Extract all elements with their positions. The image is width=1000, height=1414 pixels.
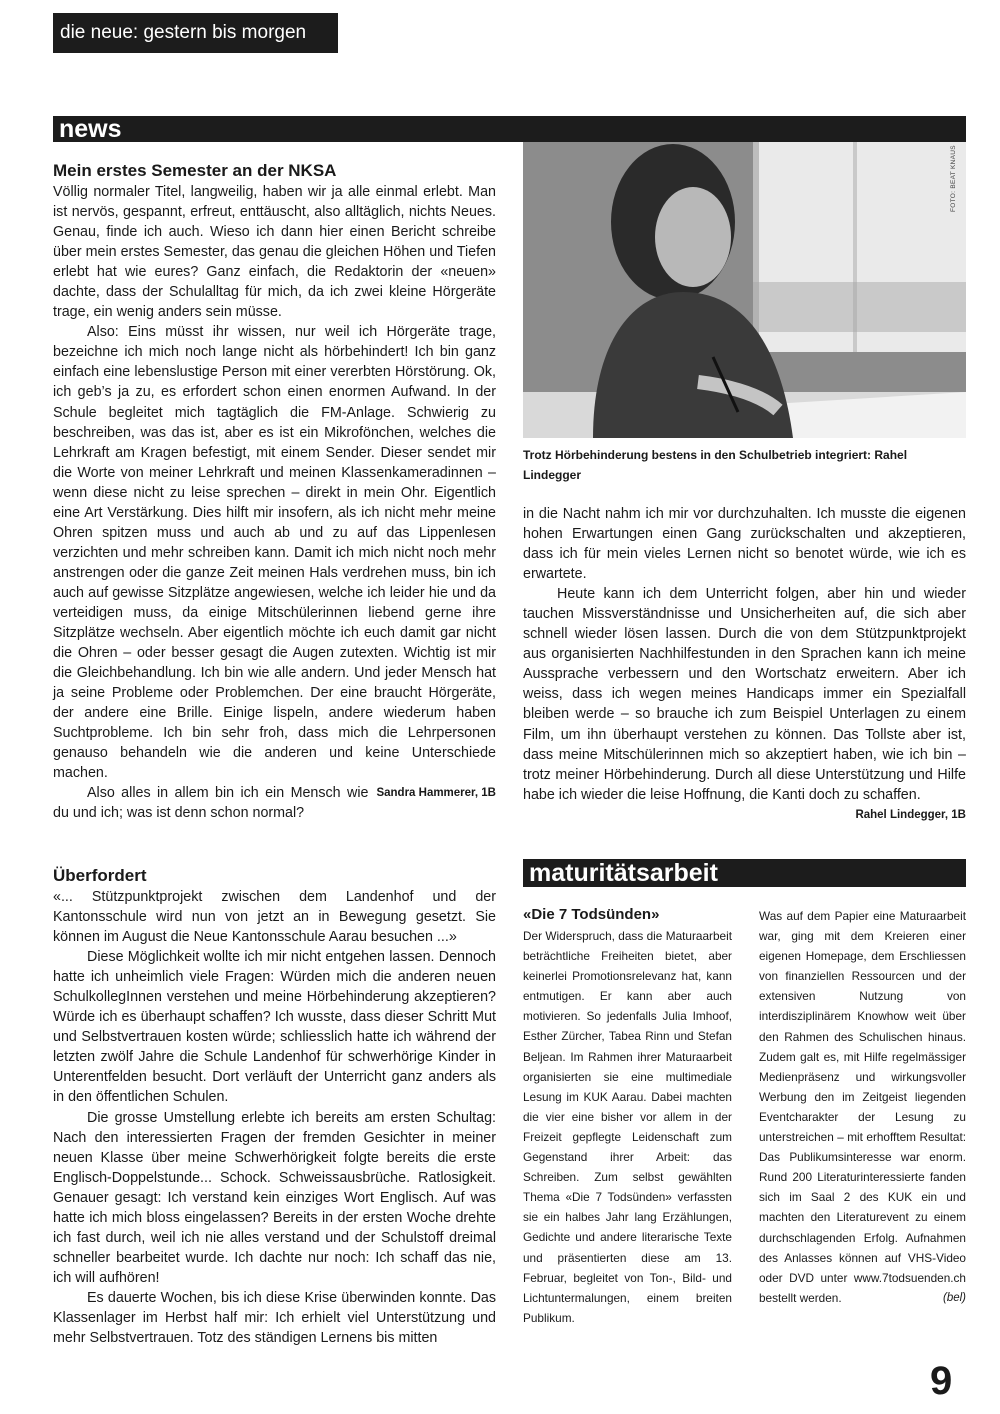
- article-title: «Die 7 Todsünden»: [523, 906, 660, 923]
- paragraph: Es dauerte Wochen, bis ich diese Krise überwinden konnte. Das Klassenlager im Herbst half mir: Ich erhielt viel Unterstützung und mehr Selbstvertrauen. Totz des ständigen Lernens bis mitten: [53, 1289, 496, 1347]
- paragraph-text: Heute kann ich dem Unterricht folgen, aber hin und wieder tauchen Missverständnisse und Unsicherheiten auf, die sich aber schnell wieder lösen lassen. Durch die von dem Stützpunktprojekt aus organisierten Nachhilfestunden in den Sprachen kann ich meine Aussprache verbessern und den Wortschatz erweitern. Aber ich weiss, dass ich wegen meines Handicaps immer ein Spezialfall bleiben werde – so brauche ich zum Beispiel Unterlagen zu einem Film, um ihn überhaupt verstehen zu können. Das Tollste aber ist, dass meine Mitschülerinnen mich so akzeptiert haben, wie ich bin – trotz meiner Hörbehinderung. Durch all diese Unterstützung und Hilfe habe ich wieder die leise Hoffnung, die Kanti doch zu schaffen.: [523, 586, 966, 803]
- paragraph: Der Widerspruch, dass die Maturaarbeit beträchtliche Freiheiten bietet, aber keinerlei Promotionsrelevanz hat, kann entmutigen. Er kann aber auch motivieren. So jedenfalls Julia Imhoof, Esther Zürcher, Tabea Rinn und Stefan Beljean. Im Rahmen ihrer Maturaarbeit organisierten sie eine multimediale Lesung im KUK Aarau. Dabei machten die vier eine bisher vor allem in der Freizeit gepflegte Leidenschaft zum Gegenstand ihrer Arbeit: das Schreiben. Zum selbst gewählten Thema «Die 7 Todsünden» verfassten sie ein halbes Jahr lang Erzählungen, Gedichte und andere literarische Texte und präsentierten diese am 13. Februar, begleitet von Ton-, Bild- und Lichtuntermalungen, einem breiten Publikum.: [523, 929, 732, 1325]
- photo-caption: Trotz Hörbehinderung bestens in den Schulbetrieb integriert: Rahel Lindegger: [523, 448, 908, 482]
- author-signature: Rahel Lindegger, 1B: [855, 808, 966, 821]
- photo-illustration: [523, 142, 966, 438]
- article-semester: [53, 160, 496, 824]
- news-section-bar: news: [53, 116, 966, 142]
- page-number: 9: [930, 1359, 953, 1403]
- section-tag: die neue: gestern bis morgen: [53, 13, 338, 53]
- paragraph-text: Also alles in allem bin ich ein Mensch wie du und ich; was ist denn schon normal?: [53, 785, 369, 822]
- paragraph: Diese Möglichkeit wollte ich mir nicht entgehen lassen. Dennoch hatte ich unheimlich viele Fragen: Würden mich die anderen neuen SchulkollegInnen verstehen und meine Hörbehinderung akzeptieren? Würde ich es überhaupt schaffen? Ich wusste, dass dieser Schritt Mut und Selbstvertrauen kosten würde; schliesslich hatte ich während der letzten zwölf Jahre die Schule Landenhof für schwerhörige Kinder in Unterentfelden besucht. Dort verläuft der Unterricht ganz anders als in den öffentlichen Schulen.: [53, 949, 496, 1106]
- article-ueberfordert-continued: [523, 504, 966, 825]
- paragraph: Die grosse Umstellung erlebte ich bereits am ersten Schultag: Nach den interessierten Fragen der fremden Gesichter in meiner neuen Klasse über meine Schwerhörigkeit folgte bereits die erste Englisch-Doppelstunde... Schock. Schweissausbrüche. Ratlosigkeit. Genauer gesagt: Ich verstand kein einziges Wort Englisch. Auf was hatte ich mich bloss eingelassen? Bereits in der ersten Woche drehte ich fast durch, weil ich nie alles verstand und der Schulstoff dreimal schneller bearbeitet wurde. Ich dachte nur noch: Ich schaff das nie, ich will aufhören!: [53, 1109, 496, 1286]
- article-todsuenden-col1: [523, 926, 732, 1328]
- author-signature: (bel): [942, 1291, 966, 1304]
- maturitaetsarbeit-section-bar: maturitätsarbeit: [523, 859, 966, 887]
- paragraph: [53, 783, 496, 823]
- paragraph: Also: Eins müsst ihr wissen, nur weil ich Hörgeräte trage, bezeichne ich mich noch lange nicht als hörbehindert! Ich bin ganz einfach eine lebenslustige Person mit einer vererbten Hörstörung. Ok, ich geb’s ja zu, es erfordert schon einen enormen Aufwand. In der Schule begleitet mich tagtäglich die FM-Anlage. Schwierig zu beschreiben, was das ist, aber es ist ein Mikrofönchen, welches die Lehrkraft am Kragen befestigt, mit einem Sender. Dieser sendet mir die Worte von meiner Lehrkraft und meinen Klassenkameradinnen – wenn diese nicht zu leise sprechen – direkt in mein Ohr. Eigentlich eine Art Verstärkung. Dies hilft mir insofern, als ich nicht mehr meine Ohren spitzen muss und auch ab und zu auf das Lippenlesen verzichten und mehr schreiben kann. Damit ich mich nicht noch mehr anstrengen oder die ganze Zeit meinen Hals verdrehen muss, bin ich auch auf gewisse Sitzplätze angewiesen, welche ich leider hie und da verteidigen muss, da einige Mitschülerinnen liebend gerne ihre Sitzplätze wechseln. Aber eigentlich möchte ich euch damit gar nicht die Ohren – oder besser gesagt die Augen zutexten. Wichtig ist mir die Gleichbehandlung. Ich bin wie alle andern. Und jeder Mensch hat ja seine Probleme oder Problemchen. Der eine braucht Hörgeräte, der andere eine Brille. Einige lispeln, andere wiederum haben Suchtprobleme. Ich bin sehr froh, dass mich die Lehrpersonen genauso behandeln wie die anderen und keine Unterschiede machen.: [53, 324, 496, 782]
- paragraph: [523, 584, 966, 821]
- author-signature: Sandra Hammerer, 1B: [376, 787, 496, 800]
- paragraph-text: Was auf dem Papier eine Maturaarbeit war, ging mit dem Kreieren einer eigenen Homepage, dem Erschliessen von finanziellen Ressourcen und der extensiven Nutzung von interdisziplinärem Knowhow weit über den Rahmen des Schulischen hinaus. Zudem galt es, mit Hilfe regelmässiger Medienpräsenz und wirkungsvoller Werbung den im Zeitgeist liegenden Eventcharakter der Lesung zu unterstreichen – mit erhofftem Resultat: Das Publikumsinteresse war enorm. Rund 200 Literaturinteressierte fanden sich im Saal 2 des KUK ein und machten den Literaturevent zu einem durchschlagenden Erfolg. Aufnahmen des Anlasses können auf VHS-Video oder DVD unter www.7todsuenden.ch bestellt werden.: [759, 909, 966, 1305]
- article-title: Überfordert: [53, 866, 147, 885]
- article-ueberfordert: [53, 865, 496, 1348]
- paragraph: in die Nacht nahm ich mir vor durchzuhalten. Ich musste die eigenen hohen Erwartungen einen Gang zurückschalten und akzeptieren, dass ich für mein vieles Lernen nicht so benotet würde, wie ich es erwartete.: [523, 506, 966, 583]
- article-title: Mein erstes Semester an der NKSA: [53, 161, 337, 180]
- paragraph: «... Stützpunktprojekt zwischen dem Landenhof und der Kantonsschule wird nun von jetzt an in Bewegung gesetzt. Sie können im August die Neue Kantonsschule Aarau besuchen ...»: [53, 889, 496, 946]
- paragraph: Völlig normaler Titel, langweilig, haben wir ja alle einmal erlebt. Man ist nervös, gespannt, erfreut, enttäuscht, also alltäglich, nichts Neues. Genau, finde ich auch. Wieso ich dann hier einen Bericht schreibe über mein erstes Semester, das genau die gleichen Höhen und Tiefen erlebt hat wie eures? Ganz einfach, die Redaktorin der «neuen» dachte, dass der Schulalltag für mich, da ich zwei kleine Hörgeräte trage, ein wenig anders sein müsse.: [53, 184, 496, 321]
- article-todsuenden-col2: [759, 906, 966, 1308]
- student-photo: [523, 142, 966, 438]
- photo-credit: FOTO: BEAT KNAUS: [950, 145, 957, 212]
- paragraph: [759, 906, 966, 1308]
